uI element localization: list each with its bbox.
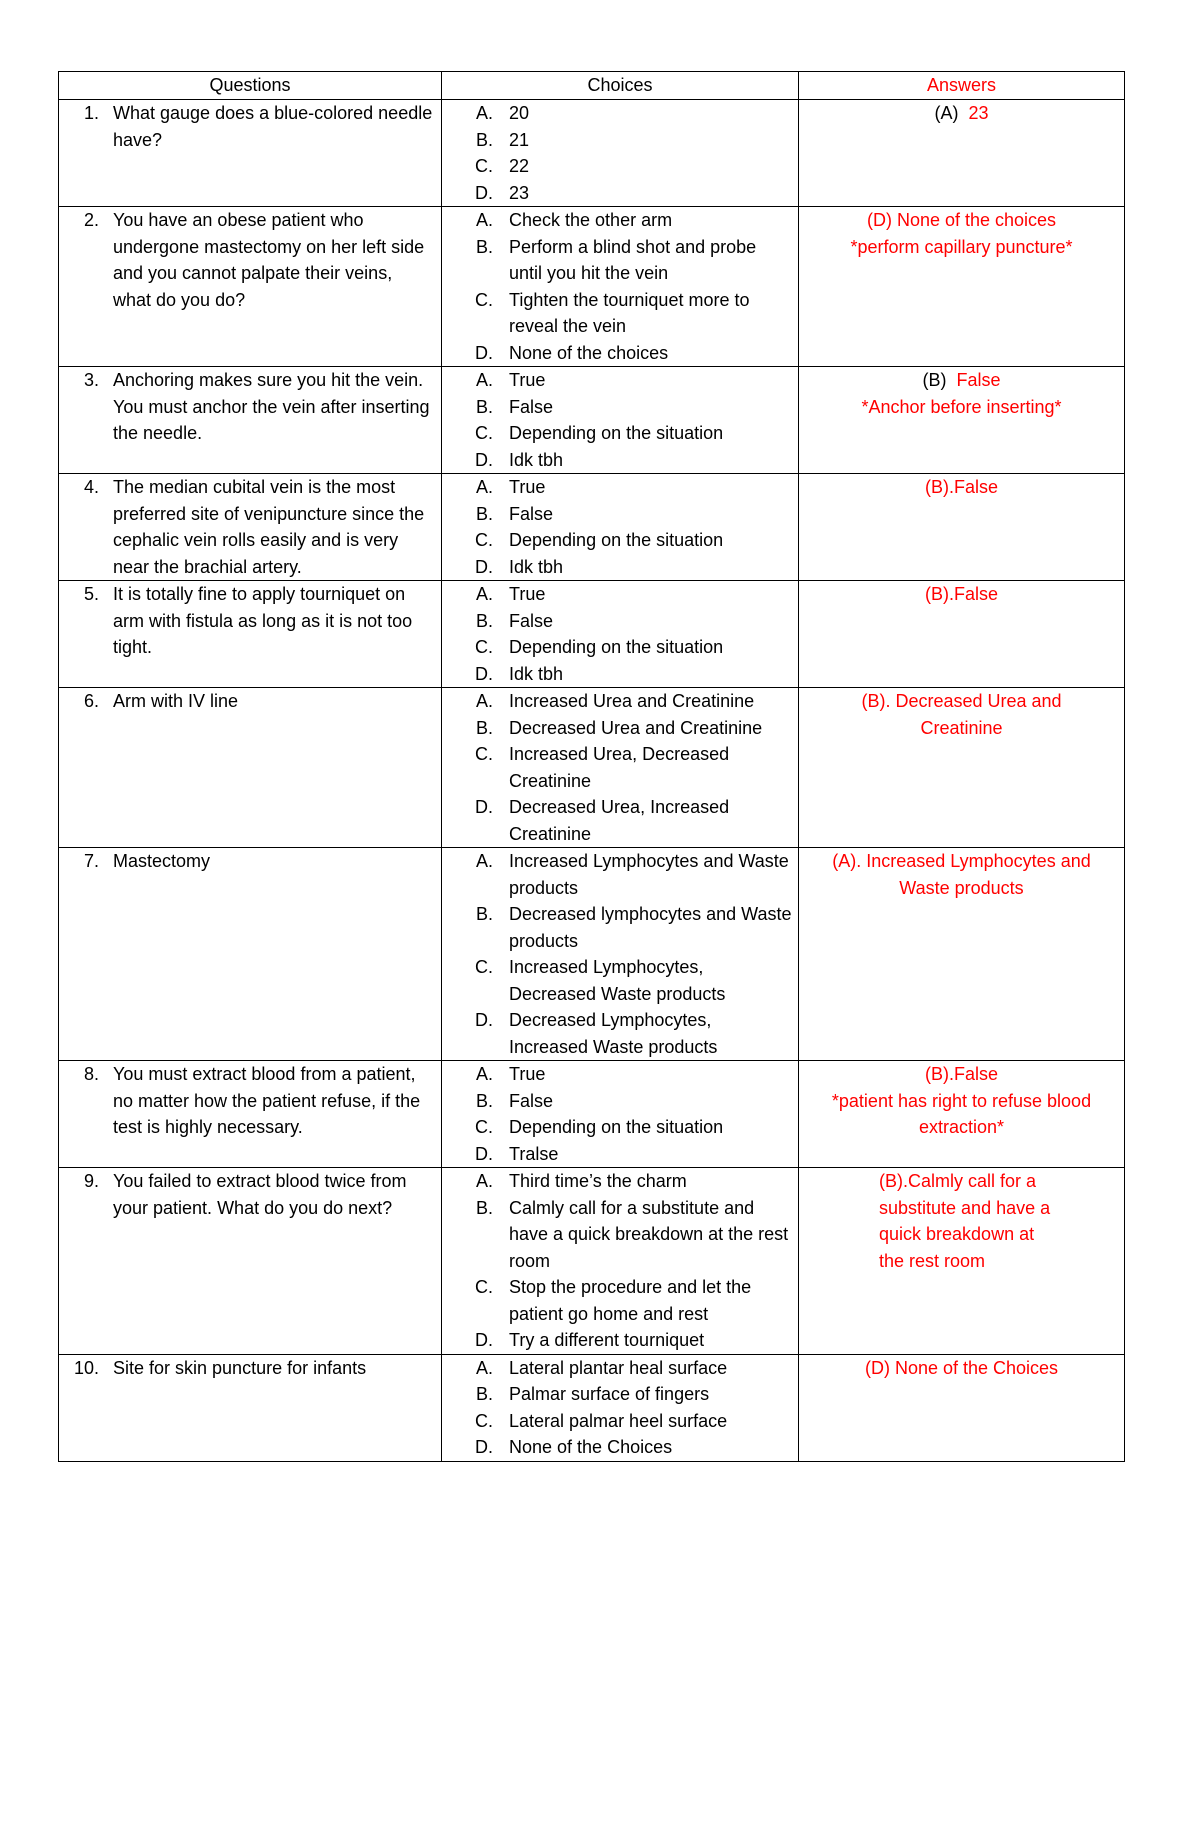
choice-letter: B. [475, 1090, 493, 1111]
choice-item [442, 207, 792, 234]
choice-letter: C. [475, 423, 493, 443]
answer-cell [799, 848, 1125, 1061]
question-number: 1. [83, 103, 99, 123]
choice-text: False [509, 1090, 554, 1111]
choice-text: Depending on the situation [509, 530, 724, 550]
choice-letter: C. [475, 1117, 493, 1137]
question-text: You failed to extract blood twice from your patient. What do you do next? [113, 1171, 407, 1218]
choice-letter: D. [475, 1143, 493, 1164]
answer-text: (B).False [924, 1064, 998, 1084]
choice-item [442, 715, 792, 742]
answer-text: False [956, 370, 1001, 390]
choice-letter: B. [475, 503, 493, 524]
choice-text: Increased Urea and Creatinine [509, 691, 755, 711]
choice-item [442, 848, 792, 901]
choice-text: Idk tbh [509, 556, 564, 577]
choice-item [442, 1408, 792, 1435]
question-row-9 [59, 1168, 1125, 1355]
choice-letter: B. [475, 904, 493, 924]
choice-item [442, 1327, 792, 1354]
question-text: It is totally fine to apply tourniquet on arm with fistula as long as it is not too tight. [113, 584, 413, 657]
choice-text: False [509, 503, 554, 524]
choice-item [442, 1141, 792, 1168]
choice-text: Depending on the situation [509, 637, 724, 657]
choice-item [442, 234, 792, 287]
choice-text: Palmar surface of fingers [509, 1384, 710, 1404]
choice-letter: C. [475, 957, 493, 977]
choice-item [442, 1061, 792, 1088]
choice-item [442, 794, 792, 847]
choice-letter: D. [475, 342, 493, 363]
question-row-1 [59, 100, 1125, 207]
answer-label: (B) [922, 370, 947, 390]
choice-item [442, 1007, 792, 1060]
answer-text: (B).False [924, 477, 998, 497]
choice-letter: D. [475, 1010, 493, 1030]
choices-header: Choices [442, 72, 799, 100]
answer-cell [799, 688, 1125, 848]
question-text: Arm with IV line [113, 691, 239, 711]
choice-text: Perform a blind shot and probe until you hit the vein [509, 236, 757, 283]
choice-text: Decreased Urea and Creatinine [509, 717, 763, 738]
choice-letter: B. [475, 129, 493, 150]
choice-text: Depending on the situation [509, 423, 724, 443]
choice-item [442, 741, 792, 794]
answer-cell [799, 367, 1125, 474]
question-number: 2. [83, 210, 99, 230]
choice-item [442, 1195, 792, 1275]
choice-letter: A. [475, 1064, 493, 1084]
choice-item [442, 127, 792, 154]
choice-item [442, 954, 792, 1007]
question-number: 7. [83, 851, 99, 871]
choice-list [442, 581, 798, 687]
question-text: You must extract blood from a patient, no matter how the patient refuse, if the test is highly necessary. [113, 1064, 421, 1137]
question-text: The median cubital vein is the most preferred site of venipuncture since the cephalic vein rolls easily and is very near the brachial artery. [113, 477, 425, 577]
choice-text: True [509, 584, 546, 604]
choice-list [442, 207, 798, 366]
questions-header: Questions [59, 72, 442, 100]
choice-item [442, 394, 792, 421]
choice-item [442, 1168, 792, 1195]
question-row-5 [59, 581, 1125, 688]
choice-list [442, 474, 798, 580]
choice-text: Decreased lymphocytes and Waste products [509, 904, 792, 951]
choice-list [442, 1355, 798, 1461]
choice-text: Idk tbh [509, 449, 564, 470]
choice-text: Idk tbh [509, 663, 564, 684]
choice-letter: C. [475, 156, 493, 176]
choice-item [442, 340, 792, 367]
choice-letter: D. [475, 797, 493, 817]
choice-item [442, 100, 792, 127]
choice-item [442, 1088, 792, 1115]
choice-text: Tighten the tourniquet more to reveal the vein [509, 289, 750, 336]
quiz-table [58, 71, 1125, 1462]
choice-text: True [509, 1064, 546, 1084]
choice-text: Stop the procedure and let the patient go home and rest [509, 1277, 752, 1324]
choice-text: 21 [509, 129, 530, 150]
answer-cell [799, 1354, 1125, 1461]
choice-item [442, 1274, 792, 1327]
question-row-2 [59, 207, 1125, 367]
choice-list [442, 100, 798, 206]
choice-item [442, 1355, 792, 1382]
choice-item [442, 501, 792, 528]
question-number: 4. [83, 477, 99, 497]
choice-list [442, 1168, 798, 1354]
choice-text: False [509, 396, 554, 417]
choice-letter: C. [475, 289, 493, 310]
answer-note: *Anchor before inserting* [861, 396, 1062, 417]
choice-text: 20 [509, 103, 530, 123]
answer-text: (A). Increased Lymphocytes and Waste products [832, 851, 1091, 898]
choice-letter: D. [475, 1437, 493, 1457]
choice-letter: B. [475, 610, 493, 631]
choice-text: True [509, 370, 546, 390]
choice-list [442, 688, 798, 847]
choice-list [442, 1061, 798, 1167]
answer-cell [799, 1061, 1125, 1168]
choice-list [442, 848, 798, 1060]
choice-text: Decreased Lymphocytes, Increased Waste products [509, 1010, 718, 1057]
choice-letter: C. [475, 530, 493, 550]
choice-item [442, 634, 792, 661]
choice-item [442, 287, 792, 340]
choice-letter: A. [475, 584, 493, 604]
question-text: What gauge does a blue-colored needle have? [113, 103, 433, 150]
choice-text: 22 [509, 156, 530, 176]
answer-cell [799, 581, 1125, 688]
choice-item [442, 367, 792, 394]
choice-letter: B. [475, 236, 493, 257]
choice-text: Tralse [509, 1143, 559, 1164]
question-row-4 [59, 474, 1125, 581]
choice-item [442, 180, 792, 207]
choice-item [442, 1114, 792, 1141]
choice-letter: B. [475, 1197, 493, 1218]
question-text: Site for skin puncture for infants [113, 1357, 367, 1378]
answer-cell [799, 100, 1125, 207]
answer-note: *patient has right to refuse blood extraction* [831, 1090, 1092, 1137]
choice-text: Increased Lymphocytes and Waste products [509, 851, 789, 898]
choice-letter: B. [475, 717, 493, 738]
question-text: Anchoring makes sure you hit the vein. You must anchor the vein after inserting the needle. [113, 370, 430, 443]
question-number: 9. [83, 1171, 99, 1191]
answer-cell [799, 474, 1125, 581]
choice-item [442, 153, 792, 180]
choice-text: False [509, 610, 554, 631]
choice-text: None of the Choices [509, 1437, 673, 1457]
choice-letter: A. [475, 477, 493, 497]
choice-text: True [509, 477, 546, 497]
choice-item [442, 527, 792, 554]
answer-cell [799, 1168, 1125, 1355]
choice-letter: A. [475, 370, 493, 390]
answer-text: (B).False [924, 584, 998, 604]
choice-letter: D. [475, 663, 493, 684]
choice-item [442, 474, 792, 501]
choice-text: Check the other arm [509, 210, 673, 230]
choice-letter: C. [475, 637, 493, 657]
choice-letter: A. [475, 851, 493, 871]
choice-letter: A. [475, 691, 493, 711]
choice-letter: D. [475, 556, 493, 577]
choice-letter: A. [475, 210, 493, 230]
choice-text: None of the choices [509, 342, 669, 363]
choice-text: 23 [509, 182, 530, 203]
choice-letter: A. [475, 1171, 493, 1191]
choice-item [442, 581, 792, 608]
choice-letter: A. [475, 103, 493, 123]
choice-text: Increased Lymphocytes, Decreased Waste products [509, 957, 726, 1004]
question-number: 8. [83, 1064, 99, 1084]
choice-letter: A. [475, 1357, 493, 1378]
question-row-3 [59, 367, 1125, 474]
choice-letter: B. [475, 396, 493, 417]
choice-item [442, 688, 792, 715]
answer-text: (D) None of the choices [866, 210, 1057, 230]
answer-text: (B). Decreased Urea and Creatinine [861, 691, 1062, 738]
choice-text: Lateral plantar heal surface [509, 1357, 728, 1378]
answer-cell [799, 207, 1125, 367]
choice-letter: D. [475, 449, 493, 470]
choice-text: Increased Urea, Decreased Creatinine [509, 744, 730, 791]
choice-list [442, 367, 798, 473]
answer-text: (D) None of the Choices [864, 1357, 1059, 1378]
choice-item [442, 420, 792, 447]
choice-item [442, 608, 792, 635]
question-row-8 [59, 1061, 1125, 1168]
choice-text: Third time’s the charm [509, 1171, 687, 1191]
question-number: 10. [73, 1357, 99, 1378]
choice-letter: C. [475, 1277, 493, 1297]
choice-item [442, 661, 792, 688]
answers-header: Answers [799, 72, 1125, 100]
choice-letter: D. [475, 182, 493, 203]
choice-letter: B. [475, 1384, 493, 1404]
question-row-6 [59, 688, 1125, 848]
choice-letter: C. [475, 1410, 493, 1431]
choice-letter: D. [475, 1330, 493, 1350]
choice-text: Try a different tourniquet [509, 1330, 705, 1350]
choice-text: Calmly call for a substitute and have a quick breakdown at the rest room [509, 1197, 789, 1271]
question-number: 6. [83, 691, 99, 711]
choice-item [442, 554, 792, 581]
answer-text: (B).Calmly call for a substitute and have a quick breakdown at the rest room [879, 1171, 1051, 1271]
choice-item [442, 447, 792, 474]
choice-item [442, 1434, 792, 1461]
question-text: Mastectomy [113, 851, 211, 871]
question-text: You have an obese patient who undergone mastectomy on her left side and you cannot palpate their veins, what do you do? [113, 210, 425, 310]
answer-note: *perform capillary puncture* [850, 236, 1073, 257]
choice-text: Depending on the situation [509, 1117, 724, 1137]
choice-item [442, 1381, 792, 1408]
header-row [59, 72, 1125, 100]
choice-text: Decreased Urea, Increased Creatinine [509, 797, 730, 844]
answer-label: (A) [934, 103, 959, 123]
question-number: 3. [83, 370, 99, 390]
answer-text: 23 [968, 103, 989, 123]
choice-text: Lateral palmar heel surface [509, 1410, 728, 1431]
question-row-10 [59, 1354, 1125, 1461]
choice-letter: C. [475, 744, 493, 764]
choice-item [442, 901, 792, 954]
question-number: 5. [83, 584, 99, 604]
question-row-7 [59, 848, 1125, 1061]
